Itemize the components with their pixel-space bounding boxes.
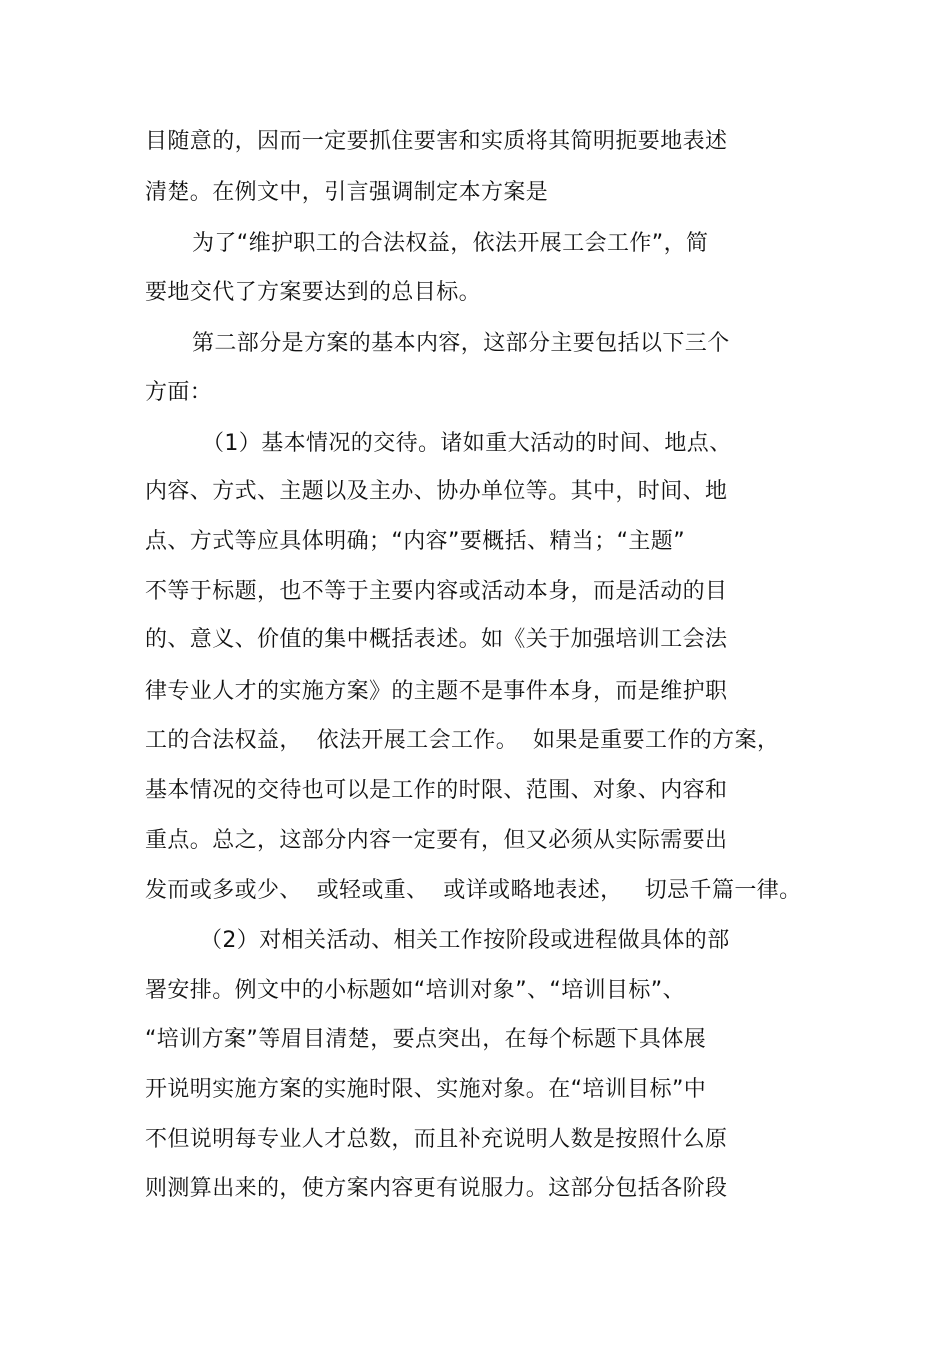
text-line-11: 的、意义、价值的集中概括表述。如《关于加强培训工会法 xyxy=(145,627,728,652)
text-line-6: 方面： xyxy=(145,380,213,405)
text-line-2: 清楚。在例文中，引言强调制定本方案是 xyxy=(145,180,549,205)
text-line-22: 则测算出来的，使方案内容更有说服力。这部分包括各阶段 xyxy=(145,1176,728,1201)
text-line-3: 为了“维护职工的合法权益，依法开展工会工作”，简 xyxy=(192,231,709,256)
text-line-15: 重点。总之，这部分内容一定要有，但又必须从实际需要出 xyxy=(145,828,728,853)
text-line-10: 不等于标题，也不等于主要内容或活动本身，而是活动的目 xyxy=(145,579,728,604)
text-line-14: 基本情况的交待也可以是工作的时限、范围、对象、内容和 xyxy=(145,778,728,803)
text-line-9: 点、方式等应具体明确；“内容”要概括、精当；“主题” xyxy=(145,529,685,554)
text-line-13: 工的合法权益， 依法开展工会工作。 如果是重要工作的方案， xyxy=(145,728,780,753)
text-line-7: （1）基本情况的交待。诸如重大活动的时间、地点、 xyxy=(202,431,732,456)
text-line-18: 署安排。例文中的小标题如“培训对象”、“培训目标”、 xyxy=(145,978,685,1003)
text-line-20: 开说明实施方案的实施时限、实施对象。在“培训目标”中 xyxy=(145,1077,707,1102)
text-line-16: 发而或多或少、 或轻或重、 或详或略地表述， 切忌千篇一律。 xyxy=(145,878,802,903)
text-line-21: 不但说明每专业人才总数，而且补充说明人数是按照什么原 xyxy=(145,1127,728,1152)
text-line-8: 内容、方式、主题以及主办、协办单位等。其中，时间、地 xyxy=(145,479,728,504)
text-line-17: （2）对相关活动、相关工作按阶段或进程做具体的部 xyxy=(200,928,730,953)
text-line-12: 律专业人才的实施方案》的主题不是事件本身，而是维护职 xyxy=(145,679,728,704)
text-line-5: 第二部分是方案的基本内容，这部分主要包括以下三个 xyxy=(192,331,730,356)
text-line-19: “培训方案”等眉目清楚，要点突出，在每个标题下具体展 xyxy=(145,1027,707,1052)
text-line-1: 目随意的，因而一定要抓住要害和实质将其简明扼要地表述 xyxy=(145,129,728,154)
text-line-4: 要地交代了方案要达到的总目标。 xyxy=(145,280,482,305)
